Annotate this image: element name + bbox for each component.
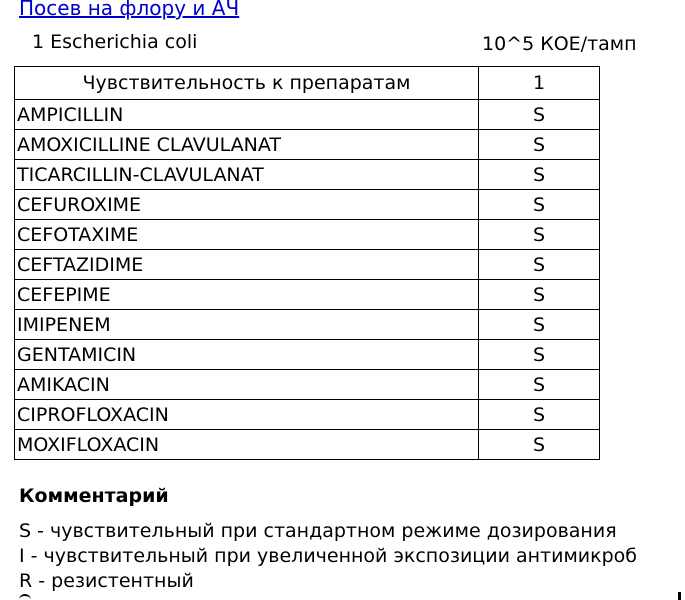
table-row — [15, 100, 600, 130]
organism-name: 1 Escherichia coli — [32, 31, 198, 53]
sensitivity-value: S — [479, 370, 600, 400]
table-header-col: 1 — [479, 67, 600, 100]
legend-line-s: S - чувствительный при стандартном режиме дозирования — [19, 520, 617, 542]
drug-name: CEFOTAXIME — [15, 220, 479, 250]
sensitivity-table — [14, 66, 600, 460]
sensitivity-value: S — [479, 160, 600, 190]
drug-name: AMOXICILLINE CLAVULANAT — [15, 130, 479, 160]
table-header-row — [15, 67, 600, 100]
table-row — [15, 400, 600, 430]
drug-name: AMIKACIN — [15, 370, 479, 400]
table-row — [15, 130, 600, 160]
table-row — [15, 370, 600, 400]
table-row — [15, 430, 600, 460]
sensitivity-value: S — [479, 100, 600, 130]
report-title-link[interactable]: Посев на флору и АЧ — [19, 0, 240, 20]
drug-name: IMIPENEM — [15, 310, 479, 340]
drug-name: MOXIFLOXACIN — [15, 430, 479, 460]
sensitivity-value: S — [479, 130, 600, 160]
table-row — [15, 220, 600, 250]
cut-off-text-fragment — [19, 594, 31, 600]
sensitivity-value: S — [479, 430, 600, 460]
drug-name: AMPICILLIN — [15, 100, 479, 130]
drug-name: CEFTAZIDIME — [15, 250, 479, 280]
drug-name: GENTAMICIN — [15, 340, 479, 370]
sensitivity-value: S — [479, 340, 600, 370]
comment-title: Комментарий — [19, 485, 169, 507]
table-row — [15, 190, 600, 220]
sensitivity-value: S — [479, 220, 600, 250]
table-row — [15, 340, 600, 370]
table-row — [15, 280, 600, 310]
table-row — [15, 310, 600, 340]
table-row — [15, 250, 600, 280]
sensitivity-value: S — [479, 310, 600, 340]
cut-off-text-fragment-right — [678, 592, 681, 600]
sensitivity-value: S — [479, 400, 600, 430]
table-header-label: Чувствительность к препаратам — [15, 67, 479, 100]
drug-name: TICARCILLIN-CLAVULANAT — [15, 160, 479, 190]
drug-name: CIPROFLOXACIN — [15, 400, 479, 430]
drug-name: CEFUROXIME — [15, 190, 479, 220]
legend-line-i: I - чувствительный при увеличенной экспозиции антимикроб — [19, 545, 638, 567]
organism-count: 10^5 КОЕ/тамп — [482, 33, 637, 55]
sensitivity-value: S — [479, 280, 600, 310]
sensitivity-value: S — [479, 250, 600, 280]
legend-line-r: R - резистентный — [19, 570, 194, 592]
table-row — [15, 160, 600, 190]
sensitivity-value: S — [479, 190, 600, 220]
drug-name: CEFEPIME — [15, 280, 479, 310]
